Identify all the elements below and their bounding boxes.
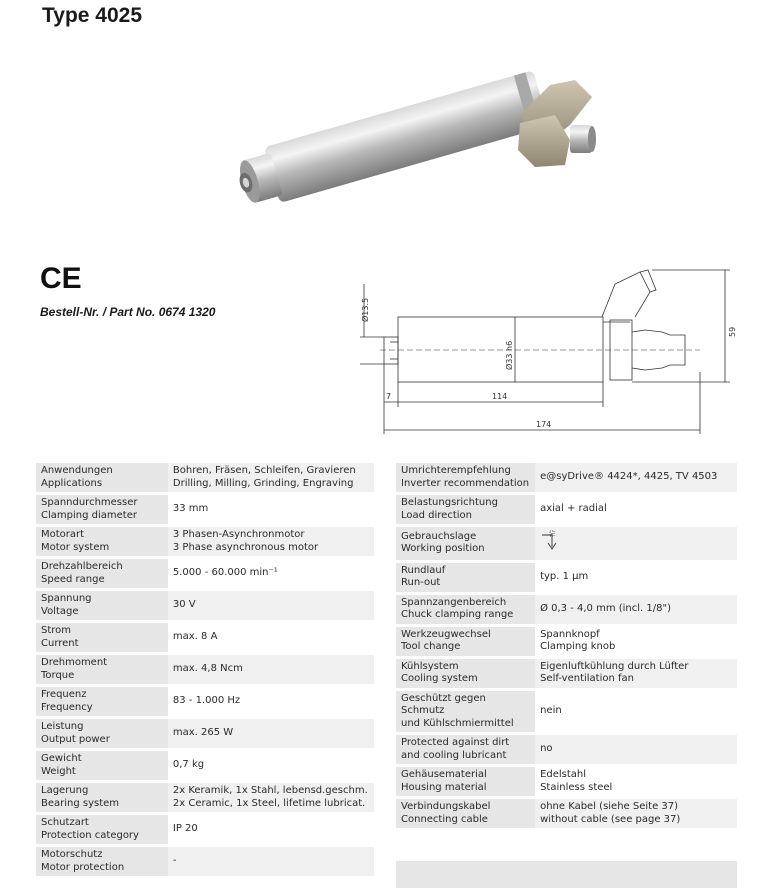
spec-label-en: Chuck clamping range [401, 609, 514, 620]
table-row [36, 687, 374, 716]
spec-label-en: Bearing system [41, 797, 120, 809]
spec-label [396, 495, 535, 524]
spec-value-line-1: Edelstahl [540, 769, 587, 780]
spec-value [168, 687, 374, 716]
spec-label-en: Protection category [41, 829, 139, 841]
spec-label-en: Frequency [41, 701, 93, 713]
empty-cell [396, 831, 737, 858]
dim-clamp: Ø13.5 [361, 297, 370, 322]
spec-label-de: Gehäusematerial [401, 769, 487, 780]
spec-value [168, 719, 374, 748]
spec-label-en: Motor protection [41, 861, 125, 873]
spec-value [168, 463, 374, 492]
table-row [396, 495, 737, 524]
table-row [36, 463, 374, 492]
table-row [396, 463, 737, 492]
spec-value-line-1: 0,7 kg [172, 759, 205, 771]
table-row [396, 799, 737, 828]
spec-value [535, 595, 737, 624]
spec-label-de: Werkzeugwechsel [401, 628, 491, 640]
spec-label [396, 691, 535, 733]
spec-label-en: and cooling lubricant [401, 749, 507, 761]
spec-label [36, 783, 168, 812]
table-row [396, 735, 737, 764]
spec-value [168, 783, 374, 812]
spec-value [168, 655, 374, 684]
spec-label [36, 655, 168, 684]
spec-value-line-1: max. 4,8 Ncm [172, 663, 243, 675]
spec-value-line-1: axial + radial [540, 503, 607, 515]
spec-label-en: Current [41, 637, 79, 649]
spec-value [535, 767, 737, 796]
spec-label-de: Protected against dirt [401, 737, 510, 748]
spec-value [168, 527, 374, 556]
spec-value-line-1: no [540, 743, 553, 755]
spec-label [36, 847, 168, 876]
spec-label [36, 751, 168, 780]
spec-value-line-2: without cable (see page 37) [540, 813, 681, 825]
table-row [396, 627, 737, 656]
spec-value-line-1: 83 - 1.000 Hz [172, 695, 241, 707]
empty-cell [396, 861, 737, 888]
spec-value [535, 799, 737, 828]
table-row [36, 847, 374, 876]
spec-value-line-1: 33 mm [172, 503, 209, 515]
spec-value-line-2: 2x Ceramic, 1x Steel, lifetime lubricat. [172, 797, 366, 809]
spec-label-de: Umrichterempfehlung [401, 465, 511, 476]
spec-label-en: Load direction [401, 509, 472, 521]
spec-value-line-1: nein [540, 705, 562, 716]
spec-value-line-1: Spannknopf [540, 628, 600, 640]
spec-label-en: Tool change [401, 641, 461, 652]
spec-value [535, 627, 737, 656]
spec-label-de: Geschützt gegen Schmutz [401, 692, 486, 716]
page-title: Type 4025 [42, 4, 143, 27]
spec-value [168, 623, 374, 652]
table-row [36, 591, 374, 620]
product-photo [220, 55, 610, 205]
spec-label [396, 463, 535, 492]
spec-value-line-1: Ø 0,3 - 4,0 mm (incl. 1/8") [540, 602, 671, 614]
spec-value-line-2: Self-ventilation fan [540, 673, 635, 684]
spec-label-en: und Kühlschmiermittel [401, 717, 514, 729]
spec-label [36, 559, 168, 588]
table-row [396, 527, 737, 560]
table-row [396, 767, 737, 796]
spec-value [168, 751, 374, 780]
ce-mark: CE [40, 262, 82, 292]
spec-value [168, 559, 374, 588]
table-row [396, 595, 737, 624]
spec-label-en: Cooling system [401, 673, 478, 684]
table-row-empty [396, 861, 737, 888]
table-row [396, 563, 737, 592]
spec-label [396, 563, 535, 592]
table-row [36, 783, 374, 812]
dim-total: 174 [536, 420, 552, 429]
spec-label [36, 495, 168, 524]
spec-label-de: Verbindungskabel [401, 801, 491, 812]
spec-label-de: Gebrauchslage [401, 530, 477, 542]
spec-label-de: Spannung [41, 593, 92, 604]
spec-label [396, 627, 535, 656]
spec-label-de: Spanndurchmesser [41, 497, 138, 508]
table-row [36, 559, 374, 588]
working-position-icon [540, 529, 566, 553]
spec-label [36, 591, 168, 620]
spec-value-line-2: 3 Phase asynchronous motor [172, 541, 319, 553]
spec-label-en: Connecting cable [401, 813, 488, 825]
table-row [36, 751, 374, 780]
spec-label-de: Schutzart [41, 817, 89, 828]
spec-label-de: Strom [41, 625, 72, 636]
spec-label [396, 659, 535, 688]
spec-label-de: Belastungsrichtung [401, 497, 498, 508]
spec-label-en: Working position [401, 543, 485, 555]
spec-label-de: Motorart [41, 529, 85, 540]
table-row [396, 659, 737, 688]
table-row [36, 655, 374, 684]
spec-value [168, 495, 374, 524]
spec-label [36, 719, 168, 748]
spec-label-de: Leistung [41, 721, 84, 732]
spec-value [168, 591, 374, 620]
table-row [36, 815, 374, 844]
spec-label-en: Housing material [401, 781, 487, 793]
spec-value-line-1: - [172, 855, 177, 867]
spec-value-line-1: IP 20 [172, 823, 198, 835]
spec-value-line-1: typ. 1 µm [540, 570, 589, 582]
spec-value-line-1: Eigenluftkühlung durch Lüfter [540, 660, 689, 672]
spec-label-en: Run-out [401, 577, 441, 588]
spec-label [36, 623, 168, 652]
spec-label-de: Motorschutz [41, 849, 103, 860]
spec-label-de: Gewicht [41, 753, 82, 764]
spec-value-line-1: e@syDrive® 4424*, 4425, TV 4503 [540, 471, 718, 483]
dim-body: Ø33 h6 [505, 340, 514, 370]
spec-label-de: Kühlsystem [401, 660, 459, 672]
spec-label-en: Speed range [41, 573, 105, 585]
spec-value [535, 691, 737, 733]
spec-value [535, 659, 737, 688]
table-row-empty [396, 831, 737, 858]
dimension-drawing [340, 262, 740, 437]
spec-label [396, 799, 535, 828]
table-row [36, 719, 374, 748]
spec-value [535, 463, 737, 492]
ce-mark-icon [40, 262, 82, 292]
table-row [36, 495, 374, 524]
dim-front: 7 [386, 392, 392, 401]
spec-value-line-1: max. 8 A [172, 631, 218, 643]
spec-value [535, 735, 737, 764]
spec-value [535, 563, 737, 592]
spec-label [396, 767, 535, 796]
spec-label-en: Applications [41, 477, 103, 489]
spec-label-de: Drehmoment [41, 657, 108, 668]
table-row [396, 691, 737, 733]
spec-value-line-1: max. 265 W [172, 727, 234, 739]
spec-table-left [36, 460, 374, 879]
spec-value-line-1: 30 V [172, 599, 196, 611]
spec-label-de: Lagerung [41, 785, 89, 796]
spec-value-line-2: Stainless steel [540, 781, 613, 793]
spec-label [36, 815, 168, 844]
part-number: Bestell-Nr. / Part No. 0674 1320 [40, 305, 216, 319]
spec-label-de: Drehzahlbereich [41, 561, 123, 572]
spec-table-right [396, 460, 737, 891]
spec-label [396, 527, 535, 560]
spec-label-en: Output power [41, 733, 110, 745]
spec-label-de: Anwendungen [41, 465, 113, 476]
spec-label-en: Torque [41, 669, 75, 681]
spec-label-en: Clamping diameter [41, 509, 137, 521]
table-row [36, 623, 374, 652]
spec-value-line-1: 5.000 - 60.000 min⁻¹ [172, 567, 278, 579]
spec-value-line-2: Drilling, Milling, Grinding, Engraving [172, 477, 354, 489]
spec-label-en: Inverter recommendation [401, 477, 530, 489]
dim-body-len: 114 [492, 392, 508, 401]
spec-value-line-1: 3 Phasen-Asynchronmotor [172, 529, 305, 540]
spec-label-de: Rundlauf [401, 564, 446, 576]
spec-value [168, 847, 374, 876]
spec-label [36, 687, 168, 716]
dim-height: 59 [728, 326, 737, 337]
spec-label [396, 595, 535, 624]
spec-label-en: Motor system [41, 541, 110, 553]
table-row [36, 527, 374, 556]
spec-value-line-1: Bohren, Fräsen, Schleifen, Gravieren [172, 465, 356, 476]
spec-value [535, 527, 737, 560]
spec-label-de: Spannzangenbereich [401, 596, 507, 608]
spec-label-en: Voltage [41, 605, 79, 617]
spec-value-line-1: 2x Keramik, 1x Stahl, lebensd.geschm. [172, 785, 368, 796]
spec-label-de: Frequenz [41, 689, 87, 700]
spec-label [36, 463, 168, 492]
spec-value [168, 815, 374, 844]
spec-label [36, 527, 168, 556]
spec-label [396, 735, 535, 764]
spec-value [535, 495, 737, 524]
spec-value-line-2: Clamping knob [540, 641, 616, 652]
spec-label-en: Weight [41, 765, 76, 777]
spec-value-line-1: ohne Kabel (siehe Seite 37) [540, 801, 679, 812]
